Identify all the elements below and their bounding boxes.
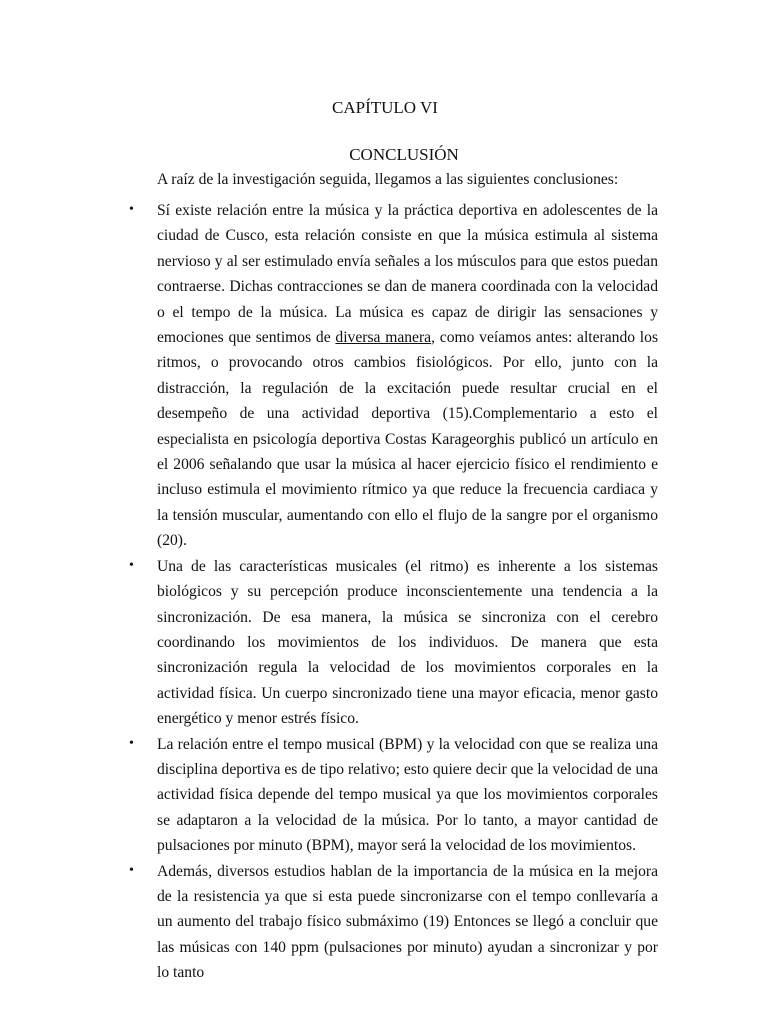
conclusion-text-4: Además, diversos estudios hablan de la importancia de la música en la mejora de la resistencia ya que si esta puede sincronizarse con el tempo conllevaría a un aumento del trabajo físico submáximo (19) Entonces se llegó a concluir que las músicas con 140 ppm (pulsaciones por minuto) ayudan a sincronizar y por lo tanto bbox=[157, 862, 658, 982]
list-item bbox=[0, 732, 768, 859]
conclusion-text-1 bbox=[157, 198, 658, 554]
underlined-phrase: diversa manera bbox=[335, 329, 432, 347]
bullet-icon: • bbox=[129, 862, 134, 878]
conclusion-text-1-part1: Sí existe relación entre la música y la práctica deportiva en adolescentes de la ciudad de Cusco, esta relación consiste en que la música estimula al sistema nervioso y al ser estimulado envía señales a los músculos para que estos puedan contraerse. Dichas contracciones se dan de manera coordinada con la velocidad o el tempo de la música. La música es capaz de dirigir las sensaciones y emociones que sentimos de bbox=[157, 202, 658, 347]
list-item bbox=[0, 554, 768, 732]
bullet-icon: • bbox=[129, 735, 134, 751]
section-title: CONCLUSIÓN bbox=[349, 145, 459, 164]
conclusion-text-3: La relación entre el tempo musical (BPM) y la velocidad con que se realiza una disciplina deportiva es de tipo relativo; esto quiere decir que la velocidad de una actividad física depende del tempo musical ya que los movimientos corporales se adaptaron a la velocidad de la música. Por lo tanto, a mayor cantidad de pulsaciones por minuto (BPM), mayor será la velocidad de los movimientos. bbox=[157, 735, 658, 855]
bullet-icon: • bbox=[129, 557, 134, 573]
conclusion-text-2: Una de las características musicales (el ritmo) es inherente a los sistemas biológicos y su percepción produce inconscientemente una tendencia a la sincronización. De esa manera, la música se sincroniza con el cerebro coordinando los movimientos de los individuos. De manera que esta sincronización regula la velocidad de los movimientos corporales en la actividad física. Un cuerpo sincronizado tiene una mayor eficacia, menor gasto energético y menor estrés físico. bbox=[157, 557, 658, 728]
conclusion-text-1-part2: , como veíamos antes: alterando los ritmos, o provocando otros cambios fisiológicos. Por ello, junto con la distracción, la regulación de la excitación puede resultar crucial en el desempeño de una actividad deportiva (15).Complementario a esto el especialista en psicología deportiva Costas Karageorghis publicó un artículo en el 2006 señalando que usar la música al hacer ejercicio físico el rendimiento e incluso estimula el movimiento rítmico ya que reduce la frecuencia cardiaca y la tensión muscular, aumentando con ello el flujo de la sangre por el organismo (20). bbox=[157, 329, 659, 550]
intro-paragraph: A raíz de la investigación seguida, llegamos a las siguientes conclusiones: bbox=[157, 171, 619, 188]
list-item bbox=[0, 859, 768, 986]
list-item bbox=[0, 198, 768, 554]
conclusions-list bbox=[0, 198, 768, 986]
bullet-icon: • bbox=[129, 202, 134, 217]
chapter-heading: CAPÍTULO VI bbox=[332, 98, 438, 117]
